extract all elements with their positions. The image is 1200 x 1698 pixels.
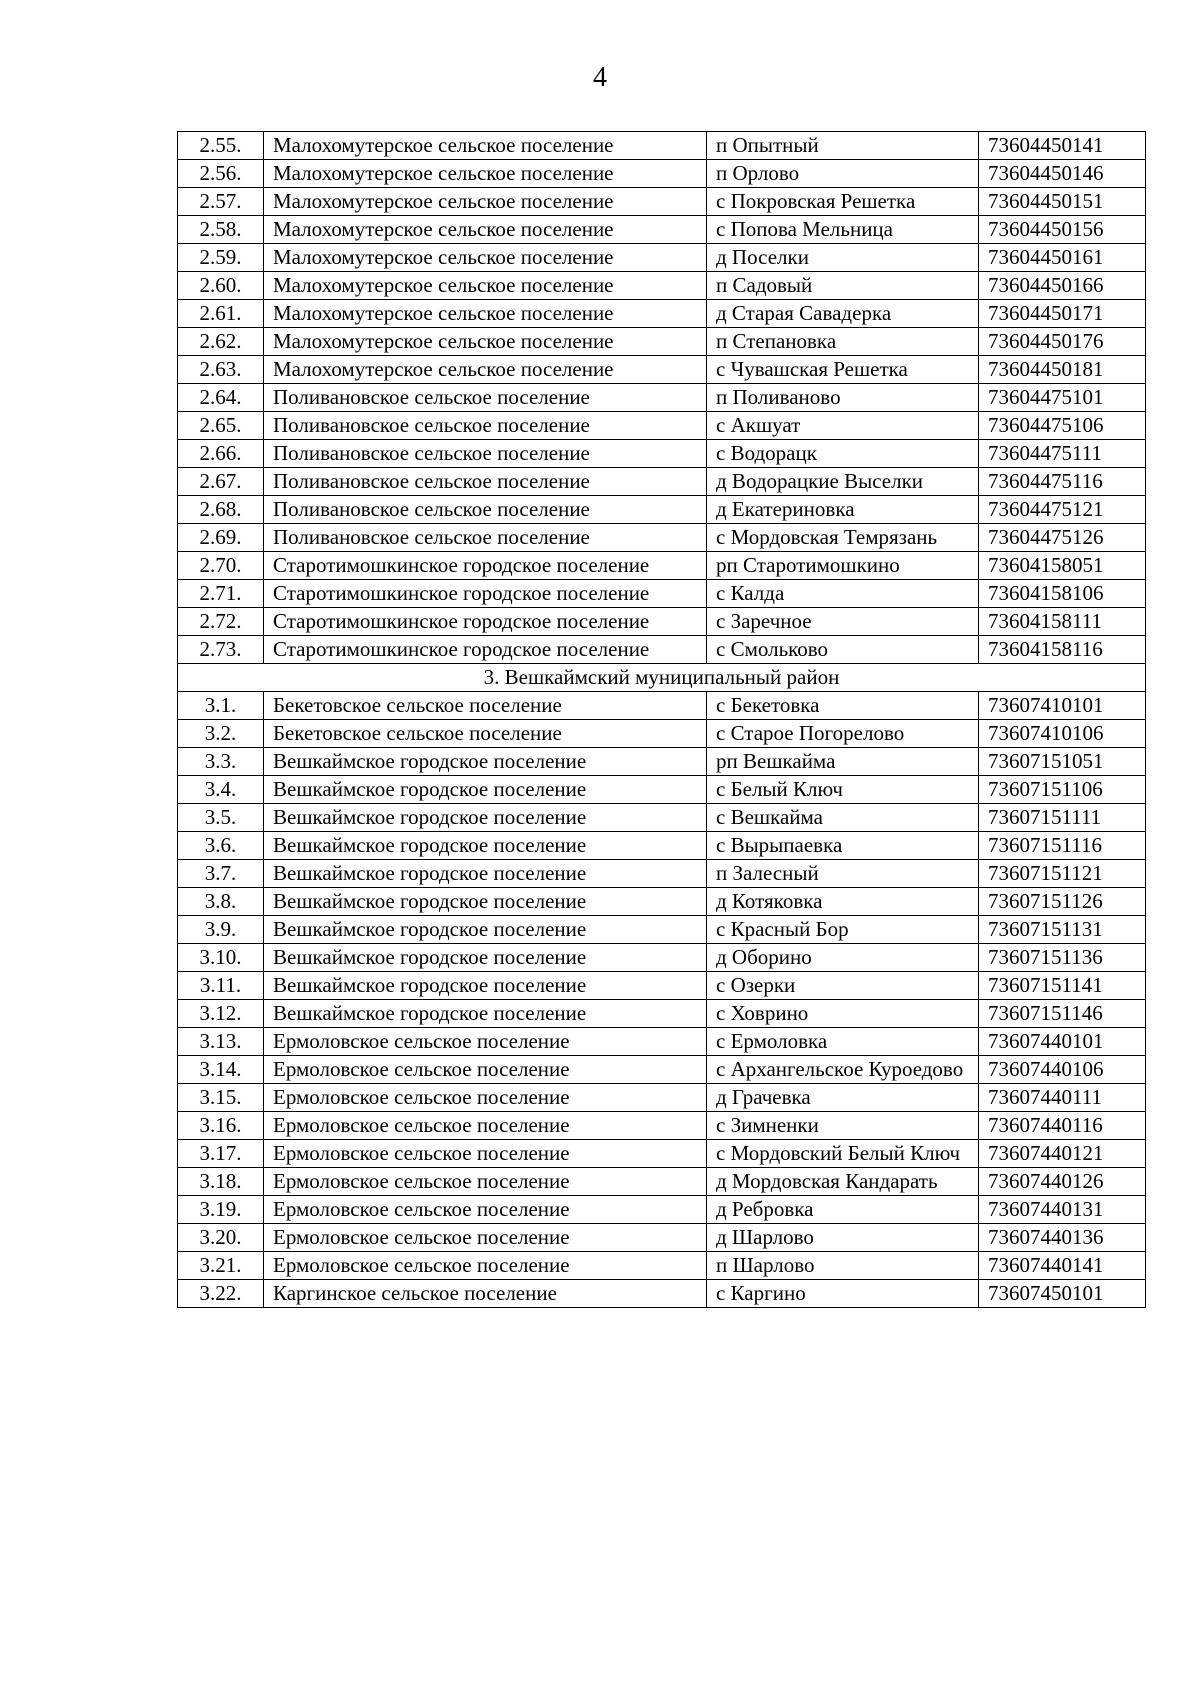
row-number: 2.58. xyxy=(178,216,264,244)
locality-name: с Заречное xyxy=(707,608,979,636)
municipality-name: Ермоловское сельское поселение xyxy=(264,1084,707,1112)
locality-name: п Орлово xyxy=(707,160,979,188)
table-row xyxy=(178,776,1146,804)
row-number: 3.9. xyxy=(178,916,264,944)
row-number: 2.70. xyxy=(178,552,264,580)
municipality-name: Поливановское сельское поселение xyxy=(264,440,707,468)
oktmo-code: 73607151111 xyxy=(979,804,1146,832)
locality-name: с Ермоловка xyxy=(707,1028,979,1056)
municipality-name: Вешкаймское городское поселение xyxy=(264,1000,707,1028)
oktmo-code: 73604158116 xyxy=(979,636,1146,664)
oktmo-code: 73607440121 xyxy=(979,1140,1146,1168)
row-number: 3.12. xyxy=(178,1000,264,1028)
row-number: 2.61. xyxy=(178,300,264,328)
locality-name: д Екатериновка xyxy=(707,496,979,524)
locality-name: рп Старотимошкино xyxy=(707,552,979,580)
oktmo-code: 73607440131 xyxy=(979,1196,1146,1224)
municipality-name: Малохомутерское сельское поселение xyxy=(264,216,707,244)
row-number: 2.56. xyxy=(178,160,264,188)
oktmo-code: 73607440111 xyxy=(979,1084,1146,1112)
row-number: 2.60. xyxy=(178,272,264,300)
municipality-name: Старотимошкинское городское поселение xyxy=(264,636,707,664)
oktmo-code: 73607440116 xyxy=(979,1112,1146,1140)
row-number: 2.63. xyxy=(178,356,264,384)
table-row xyxy=(178,1252,1146,1280)
row-number: 3.15. xyxy=(178,1084,264,1112)
municipality-name: Каргинское сельское поселение xyxy=(264,1280,707,1308)
table-row xyxy=(178,1224,1146,1252)
row-number: 3.1. xyxy=(178,692,264,720)
row-number: 2.59. xyxy=(178,244,264,272)
municipality-name: Ермоловское сельское поселение xyxy=(264,1252,707,1280)
locality-name: п Садовый xyxy=(707,272,979,300)
locality-name: д Старая Савадерка xyxy=(707,300,979,328)
municipality-name: Ермоловское сельское поселение xyxy=(264,1112,707,1140)
municipality-name: Ермоловское сельское поселение xyxy=(264,1196,707,1224)
table-row xyxy=(178,132,1146,160)
oktmo-code: 73607450101 xyxy=(979,1280,1146,1308)
table-row xyxy=(178,832,1146,860)
municipality-name: Бекетовское сельское поселение xyxy=(264,720,707,748)
table-row xyxy=(178,1140,1146,1168)
municipality-name: Вешкаймское городское поселение xyxy=(264,972,707,1000)
locality-name: д Мордовская Кандарать xyxy=(707,1168,979,1196)
locality-name: д Ребровка xyxy=(707,1196,979,1224)
row-number: 3.7. xyxy=(178,860,264,888)
row-number: 3.17. xyxy=(178,1140,264,1168)
row-number: 3.5. xyxy=(178,804,264,832)
locality-name: с Калда xyxy=(707,580,979,608)
table-row xyxy=(178,972,1146,1000)
row-number: 3.14. xyxy=(178,1056,264,1084)
municipality-name: Малохомутерское сельское поселение xyxy=(264,328,707,356)
municipality-name: Старотимошкинское городское поселение xyxy=(264,608,707,636)
locality-name: с Смольково xyxy=(707,636,979,664)
locality-name: с Акшуат xyxy=(707,412,979,440)
settlements-table-body xyxy=(178,132,1146,1308)
municipality-name: Поливановское сельское поселение xyxy=(264,384,707,412)
municipality-name: Вешкаймское городское поселение xyxy=(264,944,707,972)
table-row xyxy=(178,748,1146,776)
locality-name: с Бекетовка xyxy=(707,692,979,720)
table-row xyxy=(178,636,1146,664)
table-row xyxy=(178,272,1146,300)
table-row xyxy=(178,1112,1146,1140)
row-number: 2.64. xyxy=(178,384,264,412)
table-row xyxy=(178,496,1146,524)
municipality-name: Малохомутерское сельское поселение xyxy=(264,244,707,272)
table-row xyxy=(178,300,1146,328)
row-number: 2.73. xyxy=(178,636,264,664)
locality-name: с Ховрино xyxy=(707,1000,979,1028)
municipality-name: Ермоловское сельское поселение xyxy=(264,1028,707,1056)
table-row xyxy=(178,580,1146,608)
table-row xyxy=(178,1196,1146,1224)
locality-name: с Озерки xyxy=(707,972,979,1000)
table-row xyxy=(178,384,1146,412)
municipality-name: Малохомутерское сельское поселение xyxy=(264,300,707,328)
row-number: 3.18. xyxy=(178,1168,264,1196)
municipality-name: Вешкаймское городское поселение xyxy=(264,832,707,860)
table-row xyxy=(178,1028,1146,1056)
section-title: 3. Вешкаймский муниципальный район xyxy=(178,664,1146,692)
row-number: 2.68. xyxy=(178,496,264,524)
table-row xyxy=(178,160,1146,188)
row-number: 2.67. xyxy=(178,468,264,496)
municipality-name: Малохомутерское сельское поселение xyxy=(264,160,707,188)
table-row xyxy=(178,888,1146,916)
municipality-name: Ермоловское сельское поселение xyxy=(264,1168,707,1196)
table-row xyxy=(178,1084,1146,1112)
oktmo-code: 73604450176 xyxy=(979,328,1146,356)
table-row xyxy=(178,328,1146,356)
row-number: 3.19. xyxy=(178,1196,264,1224)
locality-name: с Вырыпаевка xyxy=(707,832,979,860)
oktmo-code: 73607410101 xyxy=(979,692,1146,720)
locality-name: д Котяковка xyxy=(707,888,979,916)
locality-name: с Красный Бор xyxy=(707,916,979,944)
municipality-name: Поливановское сельское поселение xyxy=(264,412,707,440)
row-number: 3.6. xyxy=(178,832,264,860)
municipality-name: Вешкаймское городское поселение xyxy=(264,888,707,916)
oktmo-code: 73607151051 xyxy=(979,748,1146,776)
municipality-name: Поливановское сельское поселение xyxy=(264,524,707,552)
locality-name: с Зимненки xyxy=(707,1112,979,1140)
row-number: 2.66. xyxy=(178,440,264,468)
oktmo-code: 73607151116 xyxy=(979,832,1146,860)
oktmo-code: 73604475111 xyxy=(979,440,1146,468)
municipality-name: Ермоловское сельское поселение xyxy=(264,1224,707,1252)
table-row xyxy=(178,608,1146,636)
locality-name: д Оборино xyxy=(707,944,979,972)
municipality-name: Вешкаймское городское поселение xyxy=(264,748,707,776)
locality-name: с Вешкайма xyxy=(707,804,979,832)
table-row xyxy=(178,1000,1146,1028)
table-row xyxy=(178,804,1146,832)
oktmo-code: 73604450166 xyxy=(979,272,1146,300)
row-number: 3.8. xyxy=(178,888,264,916)
oktmo-code: 73604475116 xyxy=(979,468,1146,496)
table-row xyxy=(178,692,1146,720)
row-number: 3.21. xyxy=(178,1252,264,1280)
oktmo-code: 73607151141 xyxy=(979,972,1146,1000)
table-row xyxy=(178,356,1146,384)
municipality-name: Малохомутерское сельское поселение xyxy=(264,188,707,216)
oktmo-code: 73607440126 xyxy=(979,1168,1146,1196)
oktmo-code: 73604475126 xyxy=(979,524,1146,552)
table-row xyxy=(178,1280,1146,1308)
municipality-name: Бекетовское сельское поселение xyxy=(264,692,707,720)
municipality-name: Вешкаймское городское поселение xyxy=(264,860,707,888)
locality-name: с Старое Погорелово xyxy=(707,720,979,748)
table-row xyxy=(178,720,1146,748)
municipality-name: Ермоловское сельское поселение xyxy=(264,1140,707,1168)
locality-name: с Белый Ключ xyxy=(707,776,979,804)
table-row xyxy=(178,860,1146,888)
row-number: 3.2. xyxy=(178,720,264,748)
locality-name: д Шарлово xyxy=(707,1224,979,1252)
oktmo-code: 73607151106 xyxy=(979,776,1146,804)
row-number: 3.13. xyxy=(178,1028,264,1056)
oktmo-code: 73607440136 xyxy=(979,1224,1146,1252)
oktmo-code: 73604158106 xyxy=(979,580,1146,608)
municipality-name: Поливановское сельское поселение xyxy=(264,496,707,524)
locality-name: с Мордовский Белый Ключ xyxy=(707,1140,979,1168)
oktmo-code: 73604450156 xyxy=(979,216,1146,244)
oktmo-code: 73607151136 xyxy=(979,944,1146,972)
locality-name: с Мордовская Темрязань xyxy=(707,524,979,552)
oktmo-code: 73607151121 xyxy=(979,860,1146,888)
table-row xyxy=(178,440,1146,468)
locality-name: п Залесный xyxy=(707,860,979,888)
municipality-name: Старотимошкинское городское поселение xyxy=(264,552,707,580)
oktmo-code: 73604450171 xyxy=(979,300,1146,328)
municipality-name: Вешкаймское городское поселение xyxy=(264,804,707,832)
locality-name: д Поселки xyxy=(707,244,979,272)
locality-name: с Попова Мельница xyxy=(707,216,979,244)
locality-name: п Шарлово xyxy=(707,1252,979,1280)
table-row xyxy=(178,916,1146,944)
row-number: 3.3. xyxy=(178,748,264,776)
municipality-name: Вешкаймское городское поселение xyxy=(264,916,707,944)
oktmo-code: 73607151126 xyxy=(979,888,1146,916)
locality-name: рп Вешкайма xyxy=(707,748,979,776)
oktmo-code: 73604450181 xyxy=(979,356,1146,384)
row-number: 3.4. xyxy=(178,776,264,804)
locality-name: с Чувашская Решетка xyxy=(707,356,979,384)
locality-name: с Водорацк xyxy=(707,440,979,468)
oktmo-code: 73607440141 xyxy=(979,1252,1146,1280)
locality-name: с Архангельское Куроедово xyxy=(707,1056,979,1084)
municipality-name: Малохомутерское сельское поселение xyxy=(264,132,707,160)
row-number: 2.55. xyxy=(178,132,264,160)
row-number: 2.69. xyxy=(178,524,264,552)
oktmo-code: 73607410106 xyxy=(979,720,1146,748)
row-number: 2.57. xyxy=(178,188,264,216)
row-number: 3.20. xyxy=(178,1224,264,1252)
oktmo-code: 73604450146 xyxy=(979,160,1146,188)
page-number: 4 xyxy=(593,62,607,93)
oktmo-code: 73604475106 xyxy=(979,412,1146,440)
locality-name: д Водорацкие Выселки xyxy=(707,468,979,496)
row-number: 2.65. xyxy=(178,412,264,440)
locality-name: п Степановка xyxy=(707,328,979,356)
oktmo-code: 73607440101 xyxy=(979,1028,1146,1056)
settlements-table xyxy=(177,131,1146,1308)
section-header-row xyxy=(178,664,1146,692)
oktmo-code: 73607151146 xyxy=(979,1000,1146,1028)
table-row xyxy=(178,1056,1146,1084)
row-number: 2.72. xyxy=(178,608,264,636)
municipality-name: Поливановское сельское поселение xyxy=(264,468,707,496)
locality-name: п Поливаново xyxy=(707,384,979,412)
table-row xyxy=(178,188,1146,216)
oktmo-code: 73604475101 xyxy=(979,384,1146,412)
table-row xyxy=(178,944,1146,972)
municipality-name: Ермоловское сельское поселение xyxy=(264,1056,707,1084)
table-row xyxy=(178,216,1146,244)
row-number: 3.11. xyxy=(178,972,264,1000)
oktmo-code: 73604450161 xyxy=(979,244,1146,272)
row-number: 2.71. xyxy=(178,580,264,608)
row-number: 2.62. xyxy=(178,328,264,356)
table-row xyxy=(178,412,1146,440)
locality-name: п Опытный xyxy=(707,132,979,160)
table-row xyxy=(178,1168,1146,1196)
municipality-name: Малохомутерское сельское поселение xyxy=(264,356,707,384)
oktmo-code: 73604450141 xyxy=(979,132,1146,160)
table-row xyxy=(178,468,1146,496)
municipality-name: Старотимошкинское городское поселение xyxy=(264,580,707,608)
locality-name: с Каргино xyxy=(707,1280,979,1308)
oktmo-code: 73607440106 xyxy=(979,1056,1146,1084)
oktmo-code: 73604475121 xyxy=(979,496,1146,524)
table-row xyxy=(178,552,1146,580)
oktmo-code: 73604450151 xyxy=(979,188,1146,216)
oktmo-code: 73604158111 xyxy=(979,608,1146,636)
table-row xyxy=(178,244,1146,272)
oktmo-code: 73604158051 xyxy=(979,552,1146,580)
row-number: 3.16. xyxy=(178,1112,264,1140)
row-number: 3.10. xyxy=(178,944,264,972)
oktmo-code: 73607151131 xyxy=(979,916,1146,944)
locality-name: с Покровская Решетка xyxy=(707,188,979,216)
row-number: 3.22. xyxy=(178,1280,264,1308)
table-row xyxy=(178,524,1146,552)
locality-name: д Грачевка xyxy=(707,1084,979,1112)
municipality-name: Вешкаймское городское поселение xyxy=(264,776,707,804)
municipality-name: Малохомутерское сельское поселение xyxy=(264,272,707,300)
